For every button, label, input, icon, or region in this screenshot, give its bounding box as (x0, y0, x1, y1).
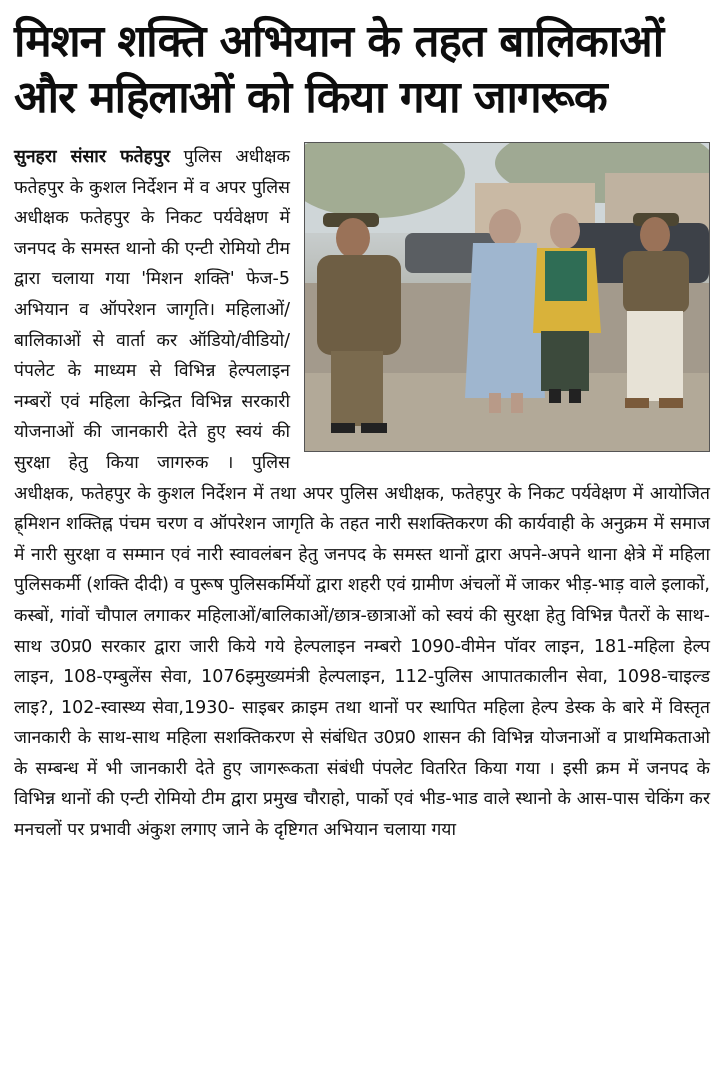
photo-scene-illustration (305, 143, 709, 451)
article-body (14, 142, 710, 846)
headline-line-2: और महिलाओं को किया गया जागरूक (14, 72, 607, 123)
headline (14, 14, 710, 126)
article-paragraph: पुलिस अधीक्षक फतेहपुर के कुशल निर्देशन में व अपर पुलिस अधीक्षक फतेहपुर के निकट पर्यवेक्षण में जनपद के समस्त थानो की एन्टी रोमियो टीम द्वारा चलाया गया 'मिशन शक्ति' फेज-5 अभियान व ऑपरेशन जागृति। महिलाओं/बालिकाओं से वार्ता कर ऑडियो/वीडियो/पंपलेट के माध्यम से विभिन्न हेल्पलाइन नम्बरों एवं महिला केन्द्रित विभिन्न सरकारी योजनाओं की जानकारी देते हुए स्वयं की सुरक्षा हेतु किया जागरुक । पुलिस अधीक्षक, फतेहपुर के कुशल निर्देशन में तथा अपर पुलिस अधीक्षक, फतेहपुर के निकट पर्यवेक्षण में आयोजित ह्र्मिशन शक्तिह्न पंचम चरण व ऑपरेशन जागृति के तहत नारी सशक्तिकरण की कार्यवाही के अनुक्रम में समाज में नारी सुरक्षा व सम्मान एवं नारी स्वावलंबन हेतु जनपद के समस्त थानों द्वारा अपने-अपने थाना क्षेत्रे में महिला पुलिसकर्मी (शक्ति दीदी) व पुरूष पुलिसकर्मियों द्वारा शहरी एवं ग्रामीण अंचलों में जाकर भीड़-भाड़ वाले इलाकों, कस्बों, गांवों चौपाल लगाकर महिलाओं/बालिकाओं/छात्र-छात्राओं को स्वयं की सुरक्षा हेतु विभिन्न पैतरों के साथ-साथ उ0प्र0 सरकार द्वारा जारी किये गये हेल्पलाइन नम्बरो 1090-वीमेन पॉवर लाइन, 181-महिला हेल्प लाइन, 108-एम्बुलेंस सेवा, 1076झ्मुख्यमंत्री हेल्पलाइन, 112-पुलिस आपातकालीन सेवा, 1098-चाइल्ड लाइ?, 102-स्वास्थ्य सेवा,1930- साइबर क्राइम तथा थानों पर स्थापित महिला हेल्प डेस्क के बारे में विस्तृत जानकारी के साथ-साथ महिला सशक्तिकरण से संबंधित उ0प्र0 शासन की विभिन्न योजनाओं व प्राथमिकताओ के सम्बन्ध में भी जानकारी देते हुए जागरूकता संबंधी पंपलेट वितरित किया गया । इसी क्रम में जनपद के विभिन्न थानों की एन्टी रोमियो टीम द्वारा प्रमुख चौराहो, पार्को एवं भीड-भाड वाले स्थानो के आस-पास चेकिंग कर मनचलों पर प्रभावी अंकुश लगाए जाने के दृष्टिगत अभियान चलाया गया (14, 147, 710, 841)
headline-line-1: मिशन शक्ति अभियान के तहत बालिकाओं (14, 16, 664, 67)
news-photo (304, 142, 710, 452)
dateline: सुनहरा संसार फतेहपुर (14, 147, 170, 167)
